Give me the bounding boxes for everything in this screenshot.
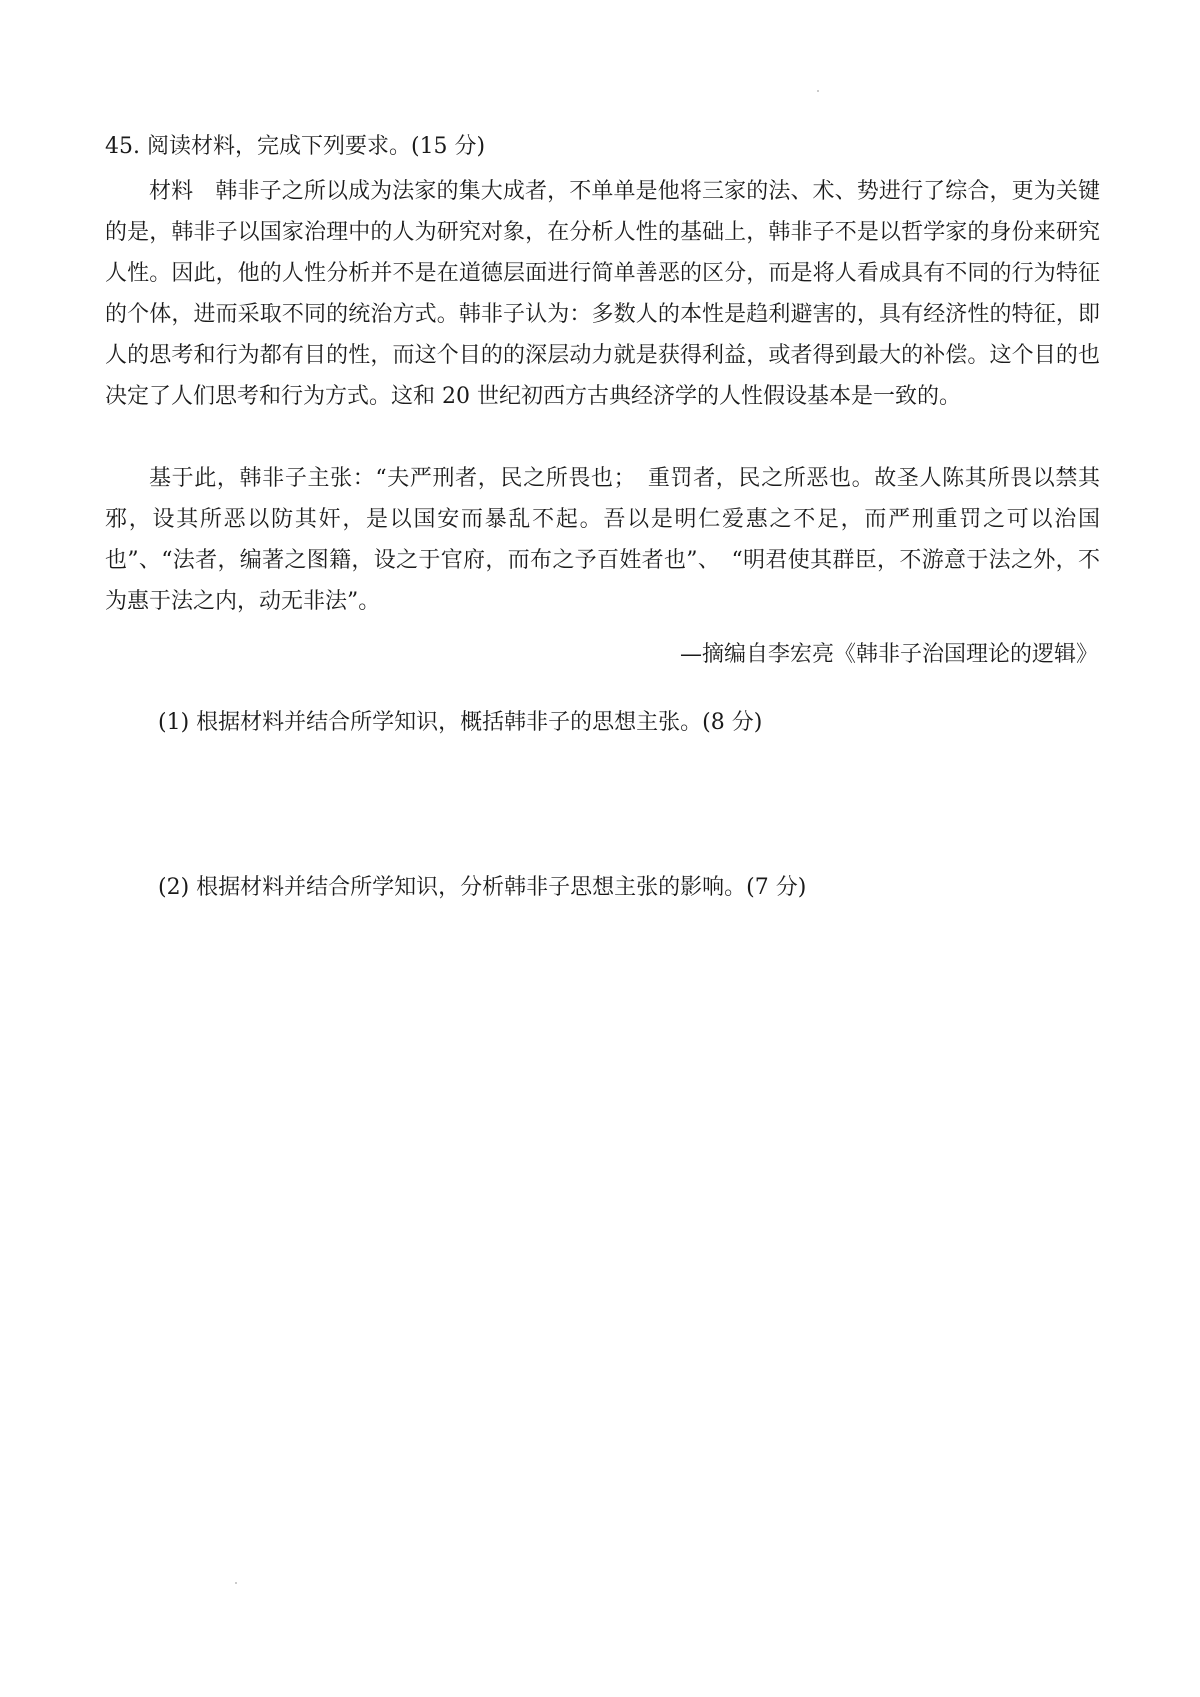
material-paragraph-2: 基于此，韩非子主张：“夫严刑者，民之所畏也； 重罚者，民之所恶也。故圣人陈其所畏以禁其邪，设其所恶以防其奸，是以国安而暴乱不起。吾以是明仁爱惠之不足，而严刑重罚之可以治国也”、“法者，编著之图籍，设之于官府，而布之予百姓者也”、 “明君使其群臣，不游意于法之外，不为惠于法之内，动无非法”。 <box>105 466 1100 614</box>
sub-question-1: (1) 根据材料并结合所学知识，概括韩非子的思想主张。(8 分) <box>158 710 763 735</box>
scan-speck <box>817 90 819 92</box>
question-title: 45. 阅读材料，完成下列要求。(15 分) <box>105 134 486 159</box>
material-source: —摘编自李宏亮《韩非子治国理论的逻辑》 <box>679 642 1098 667</box>
sub-question-2: (2) 根据材料并结合所学知识，分析韩非子思想主张的影响。(7 分) <box>158 875 807 900</box>
scan-speck <box>235 1582 237 1584</box>
material-paragraph-1: 材料 韩非子之所以成为法家的集大成者，不单单是他将三家的法、术、势进行了综合，更为关键的是，韩非子以国家治理中的人为研究对象，在分析人性的基础上，韩非子不是以哲学家的身份来研究人性。因此，他的人性分析并不是在道德层面进行简单善恶的区分，而是将人看成具有不同的行为特征的个体，进而采取不同的统治方式。韩非子认为：多数人的本性是趋利避害的，具有经济性的特征，即人的思考和行为都有目的性，而这个目的的深层动力就是获得利益，或者得到最大的补偿。这个目的也决定了人们思考和行为方式。这和 20 世纪初西方古典经济学的人性假设基本是一致的。 <box>105 179 1100 409</box>
